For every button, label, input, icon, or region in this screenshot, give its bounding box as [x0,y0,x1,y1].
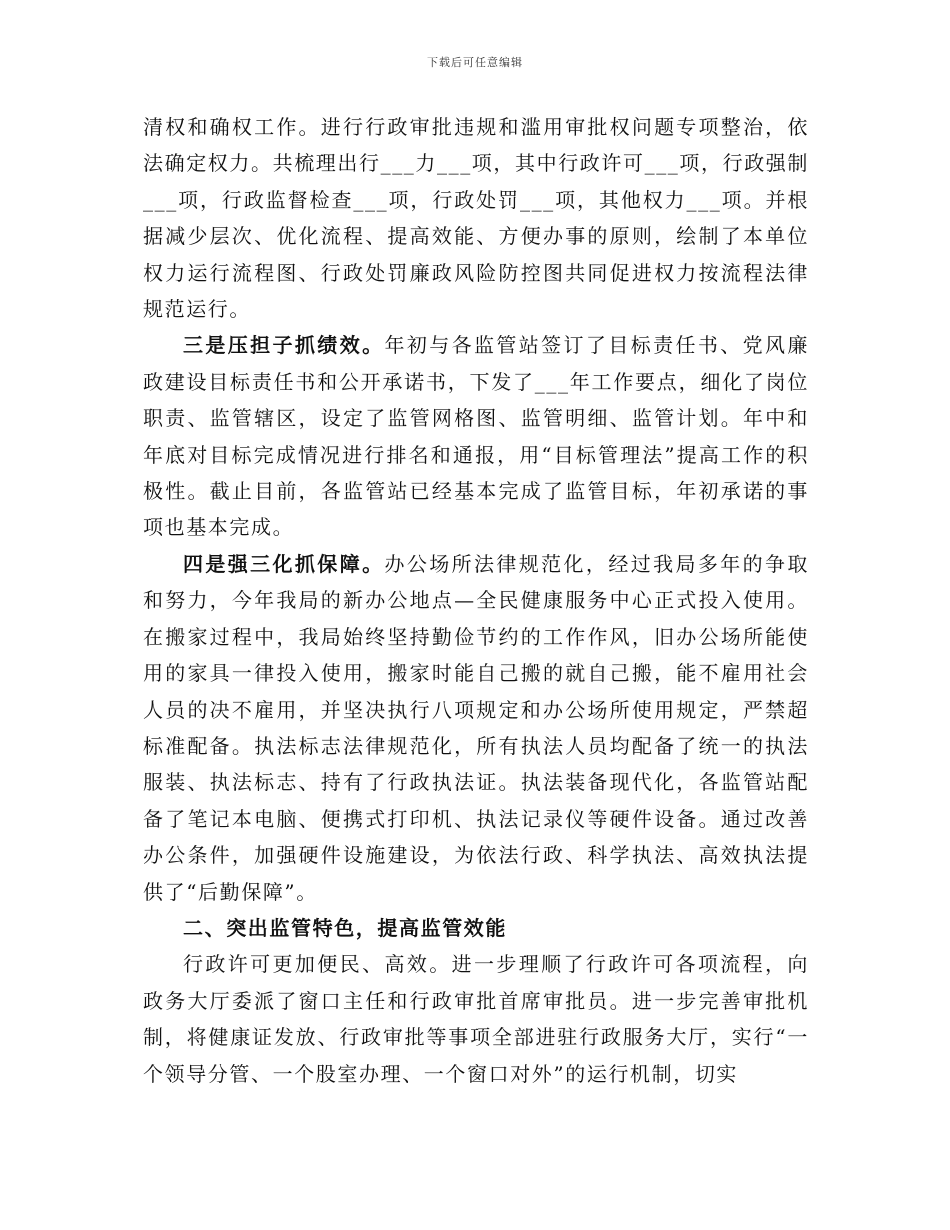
section-heading: 二、突出监管特色，提高监管效能 [183,915,507,940]
paragraph-lead: 四是强三化抓保障。 [183,551,385,576]
paragraph-text: 年初与各监管站签订了目标责任书、党风廉政建设目标责任书和公开承诺书，下发了___年工作要点，细化了岗位职责、监管辖区，设定了监管网格图、监管明细、监管计划。年中和年底对目标完成情况进行排名和通报，用“目标管理法”提高工作的积极性。截止目前，各监管站已经基本完成了监管目标，年初承诺的事项也基本完成。 [143,333,809,540]
section-paragraph [143,946,809,1092]
paragraph-continuation [143,109,809,327]
paragraph-text: 清权和确权工作。进行行政审批违规和滥用审批权问题专项整治，依法确定权力。共梳理出行___力___项，其中行政许可___项，行政强制___项，行政监督检查___项，行政处罚___项，其他权力___项。并根据减少层次、优化流程、提高效能、方便办事的原则，绘制了本单位权力运行流程图、行政处罚廉政风险防控图共同促进权力按流程法律规范运行。 [143,115,809,322]
paragraph-four [143,546,809,910]
paragraph-text: 办公场所法律规范化，经过我局多年的争取和努力，今年我局的新办公地点—全民健康服务中心正式投入使用。在搬家过程中，我局始终坚持勤俭节约的工作作风，旧办公场所能使用的家具一律投入使用，搬家时能自己搬的就自己搬，能不雇用社会人员的决不雇用，并坚决执行八项规定和办公场所使用规定，严禁超标准配备。执法标志法律规范化，所有执法人员均配备了统一的执法服装、执法标志、持有了行政执法证。执法装备现代化，各监管站配备了笔记本电脑、便携式打印机、执法记录仪等硬件设备。通过改善办公条件，加强硬件设施建设，为依法行政、科学执法、高效执法提供了“后勤保障”。 [143,551,809,904]
document-body [143,109,809,1092]
paragraph-three [143,327,809,545]
paragraph-lead: 三是压担子抓绩效。 [183,333,385,358]
paragraph-text: 行政许可更加便民、高效。进一步理顺了行政许可各项流程，向政务大厅委派了窗口主任和行政审批首席审批员。进一步完善审批机制，将健康证发放、行政审批等事项全部进驻行政服务大厅，实行“一个领导分管、一个股室办理、一个窗口对外”的运行机制，切实 [143,952,809,1086]
page-header: 下载后可任意编辑 [427,56,523,69]
